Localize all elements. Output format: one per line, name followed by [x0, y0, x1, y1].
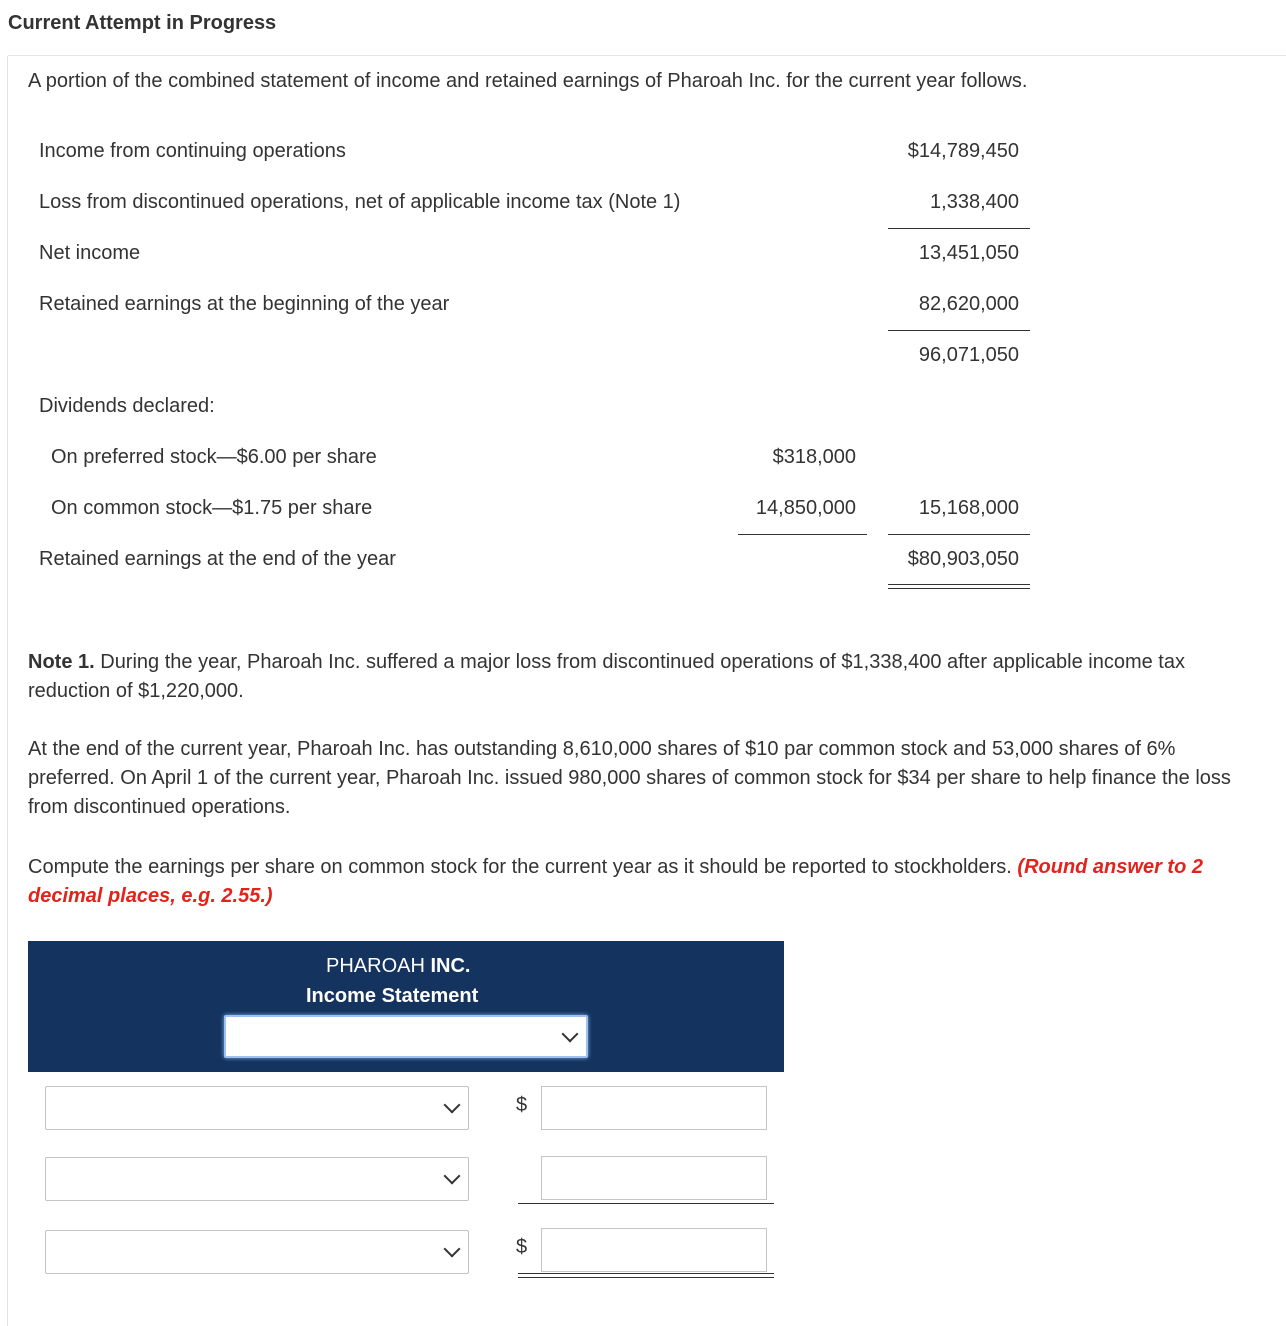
chevron-down-icon	[444, 1097, 461, 1114]
underline	[888, 534, 1030, 535]
double-underline-top	[888, 584, 1030, 585]
row-label: Loss from discontinued operations, net of applicable income tax (Note 1)	[39, 191, 681, 213]
statement-row	[0, 446, 1286, 476]
statement-row	[0, 395, 1286, 425]
row-total: 13,451,050	[918, 242, 1019, 264]
note-text: During the year, Pharoah Inc. suffered a major loss from discontinued operations of $1,338,400 after applicable income tax reduction of $1,220,000.	[28, 651, 1185, 702]
row-label: On preferred stock—$6.00 per share	[51, 446, 377, 468]
chevron-down-icon	[562, 1025, 579, 1042]
eps-input[interactable]	[541, 1228, 767, 1272]
chevron-down-icon	[444, 1168, 461, 1185]
underline	[738, 534, 867, 535]
statement-title: Income Statement	[306, 985, 479, 1007]
question-text: Compute the earnings per share on common stock for the current year as it should be reported to stockholders.	[28, 856, 1018, 878]
chevron-down-icon	[444, 1241, 461, 1258]
period-select[interactable]	[224, 1015, 588, 1058]
row-total: 1,338,400	[930, 191, 1019, 213]
row-total: $14,789,450	[907, 140, 1019, 162]
statement-row	[0, 548, 1286, 578]
double-underline-top	[518, 1273, 774, 1274]
statement-row	[0, 293, 1286, 323]
statement-row	[0, 242, 1286, 272]
answer-table-header	[28, 941, 784, 1072]
row-total: 96,071,050	[918, 344, 1019, 366]
underline	[888, 330, 1030, 331]
statement-row	[0, 191, 1286, 221]
row-label: Dividends declared:	[39, 395, 215, 417]
row-amount: 14,850,000	[755, 497, 856, 519]
rounding-instruction: (Round answer to 2 decimal places, e.g. 2.55.)	[28, 856, 1203, 907]
statement-row	[0, 140, 1286, 170]
line-item-select[interactable]	[45, 1086, 469, 1130]
underline	[888, 228, 1030, 229]
underline	[518, 1203, 774, 1204]
header-divider	[8, 55, 1286, 56]
row-total: $80,903,050	[907, 548, 1019, 570]
row-label: On common stock—$1.75 per share	[51, 497, 373, 519]
row-label: Net income	[39, 242, 141, 264]
row-label: Income from continuing operations	[39, 140, 346, 162]
statement-row	[0, 344, 1286, 374]
currency-symbol: $	[516, 1236, 528, 1258]
row-total: 15,168,000	[918, 497, 1019, 519]
line-item-select[interactable]	[45, 1157, 469, 1201]
amount-input[interactable]	[541, 1086, 767, 1130]
note-prefix: Note 1.	[28, 651, 95, 673]
double-underline-bottom	[888, 588, 1030, 589]
problem-intro: A portion of the combined statement of income and retained earnings of Pharoah Inc. for the current year follows.	[28, 70, 1028, 92]
question	[28, 853, 1263, 911]
statement-row	[0, 497, 1286, 527]
row-label: Retained earnings at the beginning of the year	[39, 293, 450, 315]
attempt-header: Current Attempt in Progress	[8, 12, 277, 34]
line-item-select[interactable]	[45, 1230, 469, 1274]
note-1	[28, 648, 1263, 706]
shares-paragraph: At the end of the current year, Pharoah Inc. has outstanding 8,610,000 shares of $10 par common stock and 53,000 shares of 6% preferred. On April 1 of the current year, Pharoah Inc. issued 980,000 shares of common stock for $34 per share to help finance the loss from discontinued operations.	[28, 738, 1231, 818]
company-name-bold: INC.	[430, 955, 471, 977]
currency-symbol: $	[516, 1094, 528, 1116]
amount-input[interactable]	[541, 1156, 767, 1200]
row-label: Retained earnings at the end of the year	[39, 548, 396, 570]
company-name	[28, 955, 784, 978]
row-amount: $318,000	[772, 446, 856, 468]
row-total: 82,620,000	[918, 293, 1019, 315]
company-name-regular: PHAROAH	[326, 955, 431, 977]
double-underline-bottom	[518, 1277, 774, 1278]
